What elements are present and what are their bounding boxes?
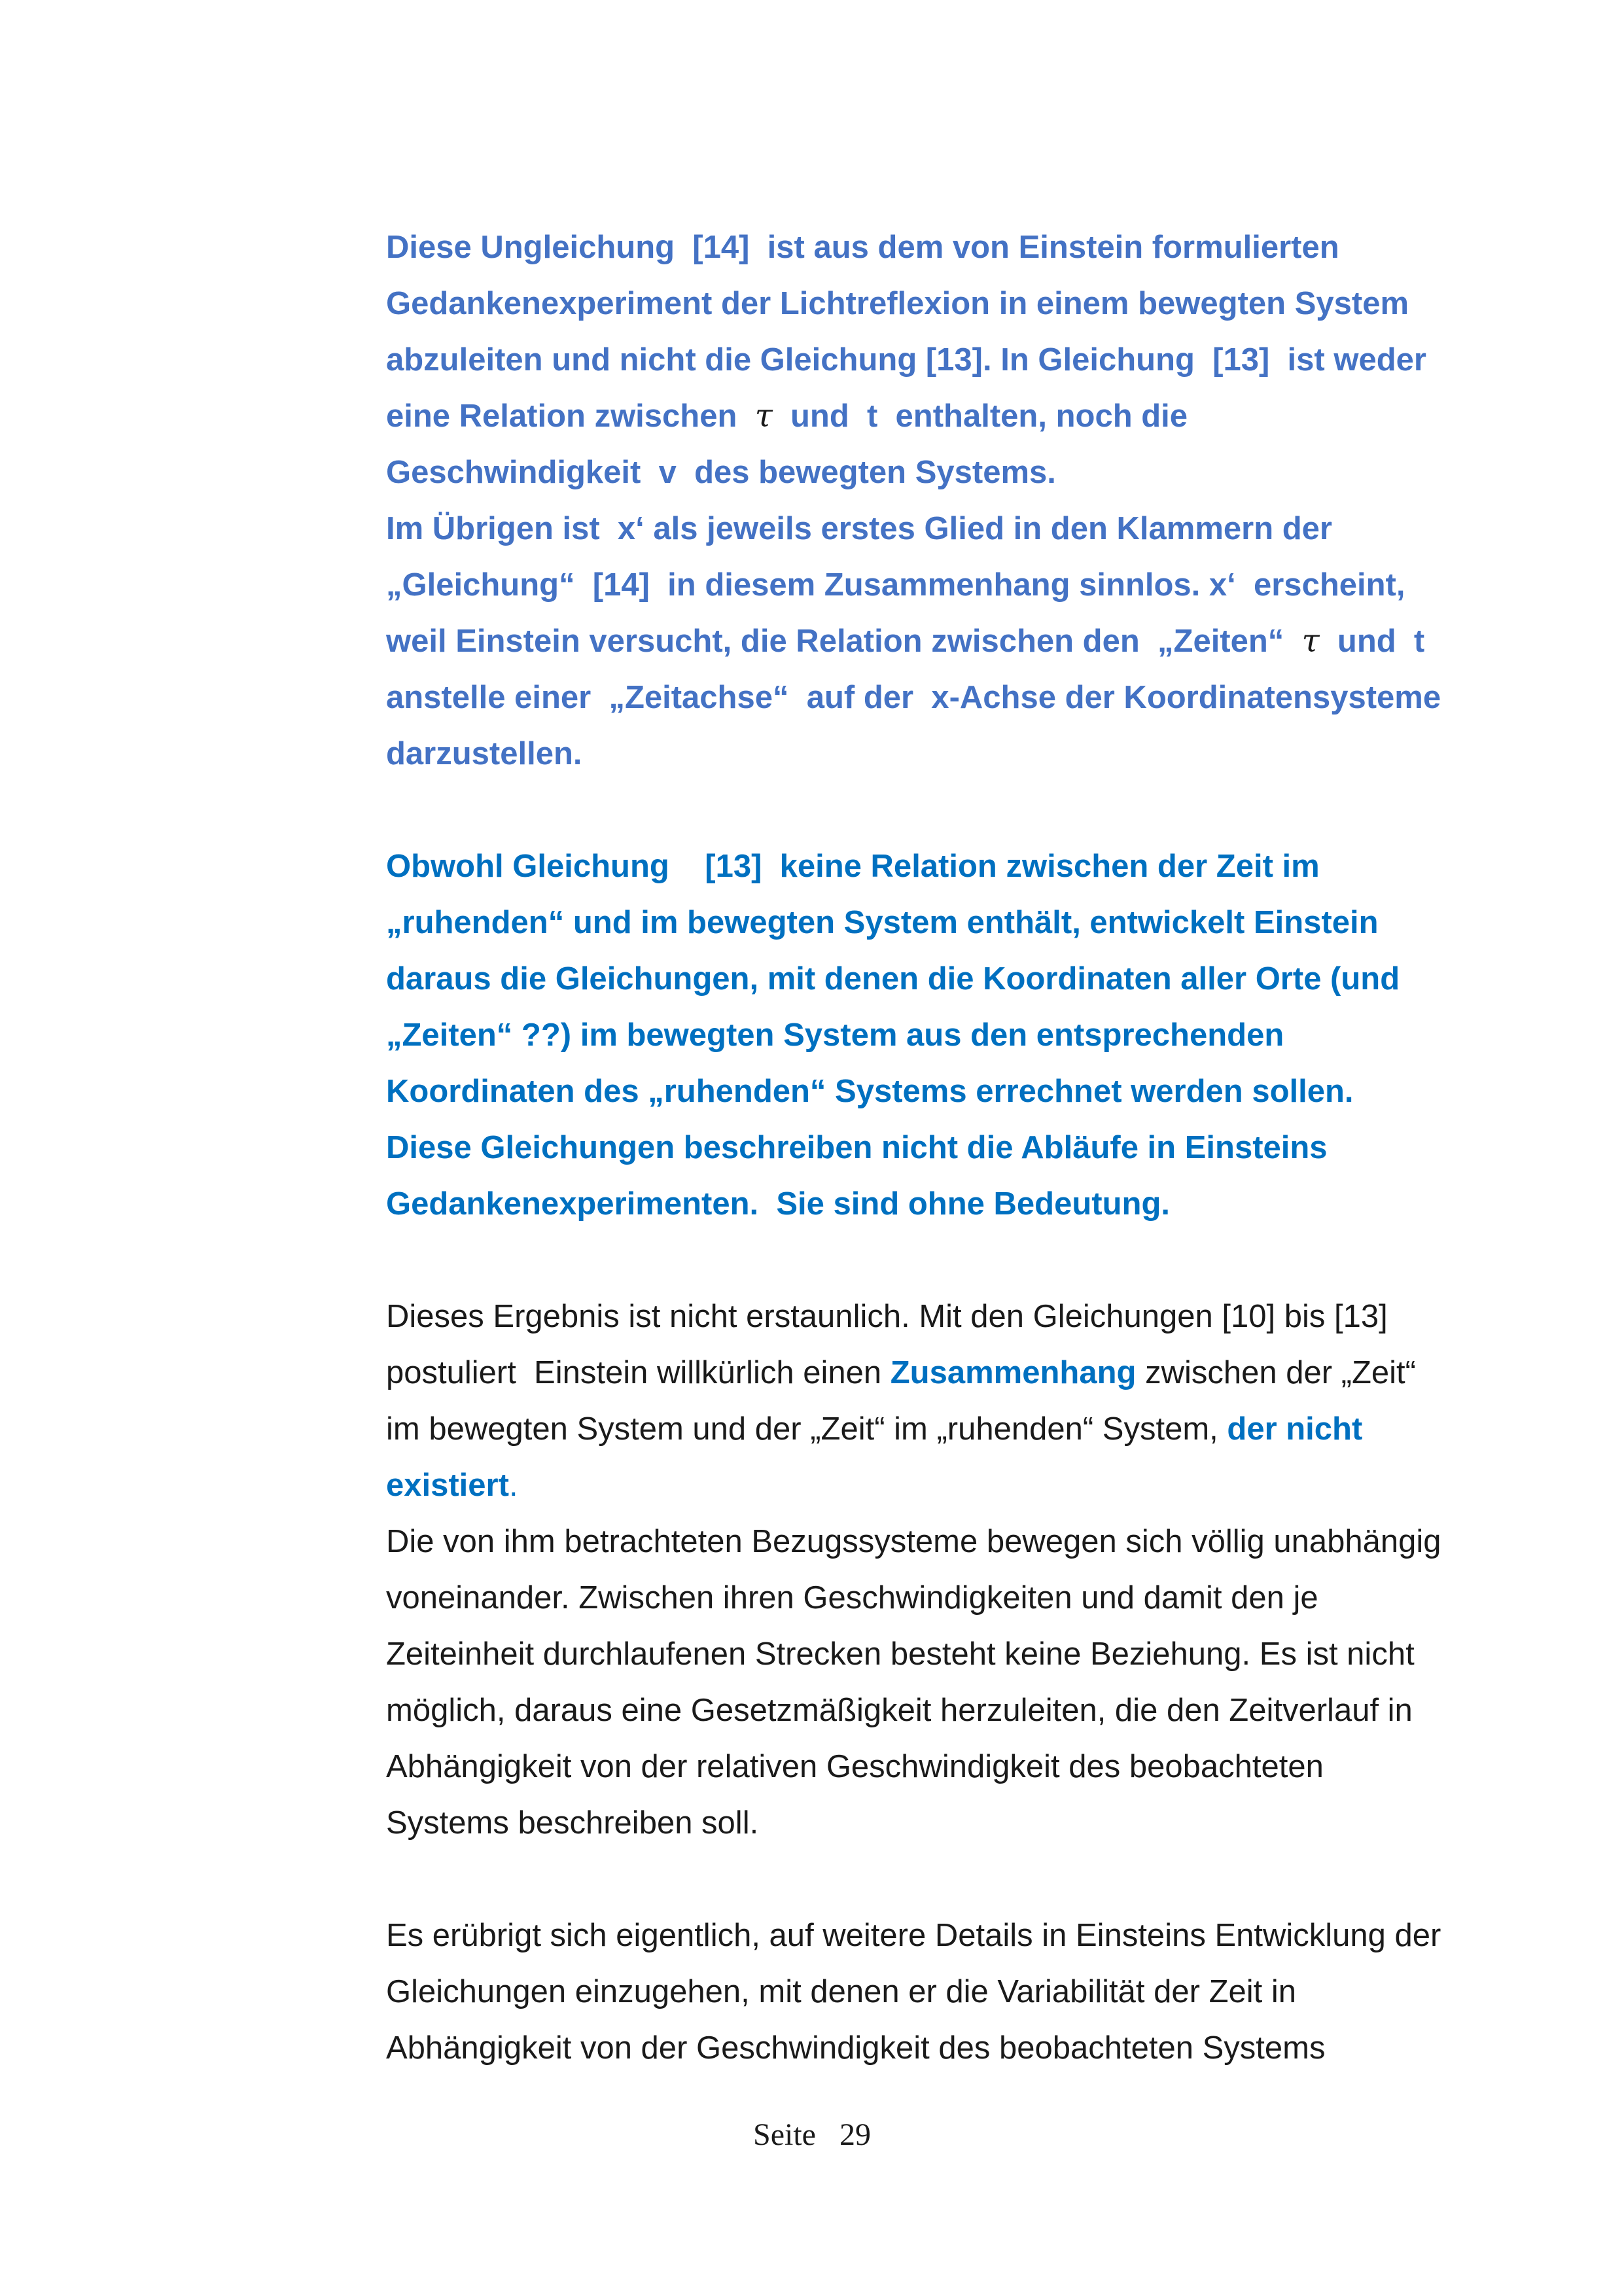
paragraph-3-line-3 — [386, 1409, 1362, 1449]
paragraph-3-line-10: Systems beschreiben soll. — [386, 1805, 759, 1841]
text-segment: und t enthalten, noch die — [772, 398, 1188, 434]
paragraph-1-line-7: „Gleichung“ [14] in diesem Zusammenhang sinnlos. x‘ erscheint, — [386, 567, 1405, 603]
paragraph-1-line-6: Im Übrigen ist x‘ als jeweils erstes Glied in den Klammern der — [386, 511, 1333, 546]
paragraph-2-line-6: Diese Gleichungen beschreiben nicht die Abläufe in Einsteins — [386, 1130, 1328, 1165]
paragraph-3-line-5: Die von ihm betrachteten Bezugssysteme bewegen sich völlig unabhängig — [386, 1524, 1441, 1559]
paragraph-2-line-1: Obwohl Gleichung [13] keine Relation zwischen der Zeit im — [386, 849, 1320, 884]
page-number: 29 — [839, 2117, 871, 2152]
text-segment: und t — [1319, 624, 1425, 659]
text-segment: im bewegten System und der „Zeit“ im „ruhenden“ System, — [386, 1411, 1227, 1447]
text-segment: weil Einstein versucht, die Relation zwischen den „Zeiten“ — [386, 624, 1302, 659]
paragraph-3-line-9: Abhängigkeit von der relativen Geschwindigkeit des beobachteten — [386, 1749, 1324, 1784]
paragraph-1-line-9: anstelle einer „Zeitachse“ auf der x-Achse der Koordinatensysteme — [386, 680, 1441, 715]
footer-label: Seite — [753, 2117, 816, 2152]
paragraph-4-line-3: Abhängigkeit von der Geschwindigkeit des beobachteten Systems — [386, 2030, 1326, 2066]
paragraph-3-line-1: Dieses Ergebnis ist nicht erstaunlich. Mit den Gleichungen [10] bis [13] — [386, 1299, 1388, 1334]
highlighted-text: existiert — [386, 1468, 509, 1503]
paragraph-2-line-4: „Zeiten“ ??) im bewegten System aus den entsprechenden — [386, 1017, 1284, 1053]
paragraph-1-line-4 — [386, 397, 1188, 436]
tau-symbol: τ — [1301, 622, 1320, 660]
paragraph-1-line-1: Diese Ungleichung [14] ist aus dem von Einstein formulierten — [386, 230, 1339, 265]
paragraph-2-line-5: Koordinaten des „ruhenden“ Systems errechnet werden sollen. — [386, 1074, 1354, 1109]
paragraph-4-line-1: Es erübrigt sich eigentlich, auf weitere Details in Einsteins Entwicklung der — [386, 1918, 1441, 1953]
paragraph-1-line-2: Gedankenexperiment der Lichtreflexion in einem bewegten System — [386, 286, 1409, 321]
paragraph-3-line-6: voneinander. Zwischen ihren Geschwindigkeiten und damit den je — [386, 1580, 1318, 1616]
paragraph-4-line-2: Gleichungen einzugehen, mit denen er die Variabilität der Zeit in — [386, 1974, 1296, 2009]
text-segment: . — [508, 1468, 518, 1503]
text-segment: eine Relation zwischen — [386, 398, 755, 434]
tau-symbol: τ — [754, 397, 773, 434]
highlighted-text: Zusammenhang — [890, 1355, 1137, 1390]
paragraph-2-line-3: daraus die Gleichungen, mit denen die Koordinaten aller Orte (und — [386, 961, 1400, 997]
paragraph-1-line-3: abzuleiten und nicht die Gleichung [13]. In Gleichung [13] ist weder — [386, 342, 1426, 378]
page-footer — [0, 2117, 1624, 2153]
text-segment: postuliert Einstein willkürlich einen — [386, 1355, 891, 1390]
paragraph-1-line-8 — [386, 622, 1424, 661]
paragraph-1-line-5: Geschwindigkeit v des bewegten Systems. — [386, 455, 1056, 490]
paragraph-3-line-2 — [386, 1353, 1416, 1392]
paragraph-2-line-7: Gedankenexperimenten. Sie sind ohne Bedeutung. — [386, 1186, 1171, 1222]
highlighted-text: der nicht — [1227, 1411, 1363, 1447]
paragraph-3-line-4 — [386, 1466, 518, 1505]
paragraph-3-line-8: möglich, daraus eine Gesetzmäßigkeit herzuleiten, die den Zeitverlauf in — [386, 1693, 1413, 1728]
text-segment: zwischen der „Zeit“ — [1136, 1355, 1416, 1390]
paragraph-2-line-2: „ruhenden“ und im bewegten System enthält, entwickelt Einstein — [386, 905, 1379, 940]
paragraph-1-line-10: darzustellen. — [386, 736, 582, 771]
paragraph-3-line-7: Zeiteinheit durchlaufenen Strecken besteht keine Beziehung. Es ist nicht — [386, 1636, 1415, 1672]
